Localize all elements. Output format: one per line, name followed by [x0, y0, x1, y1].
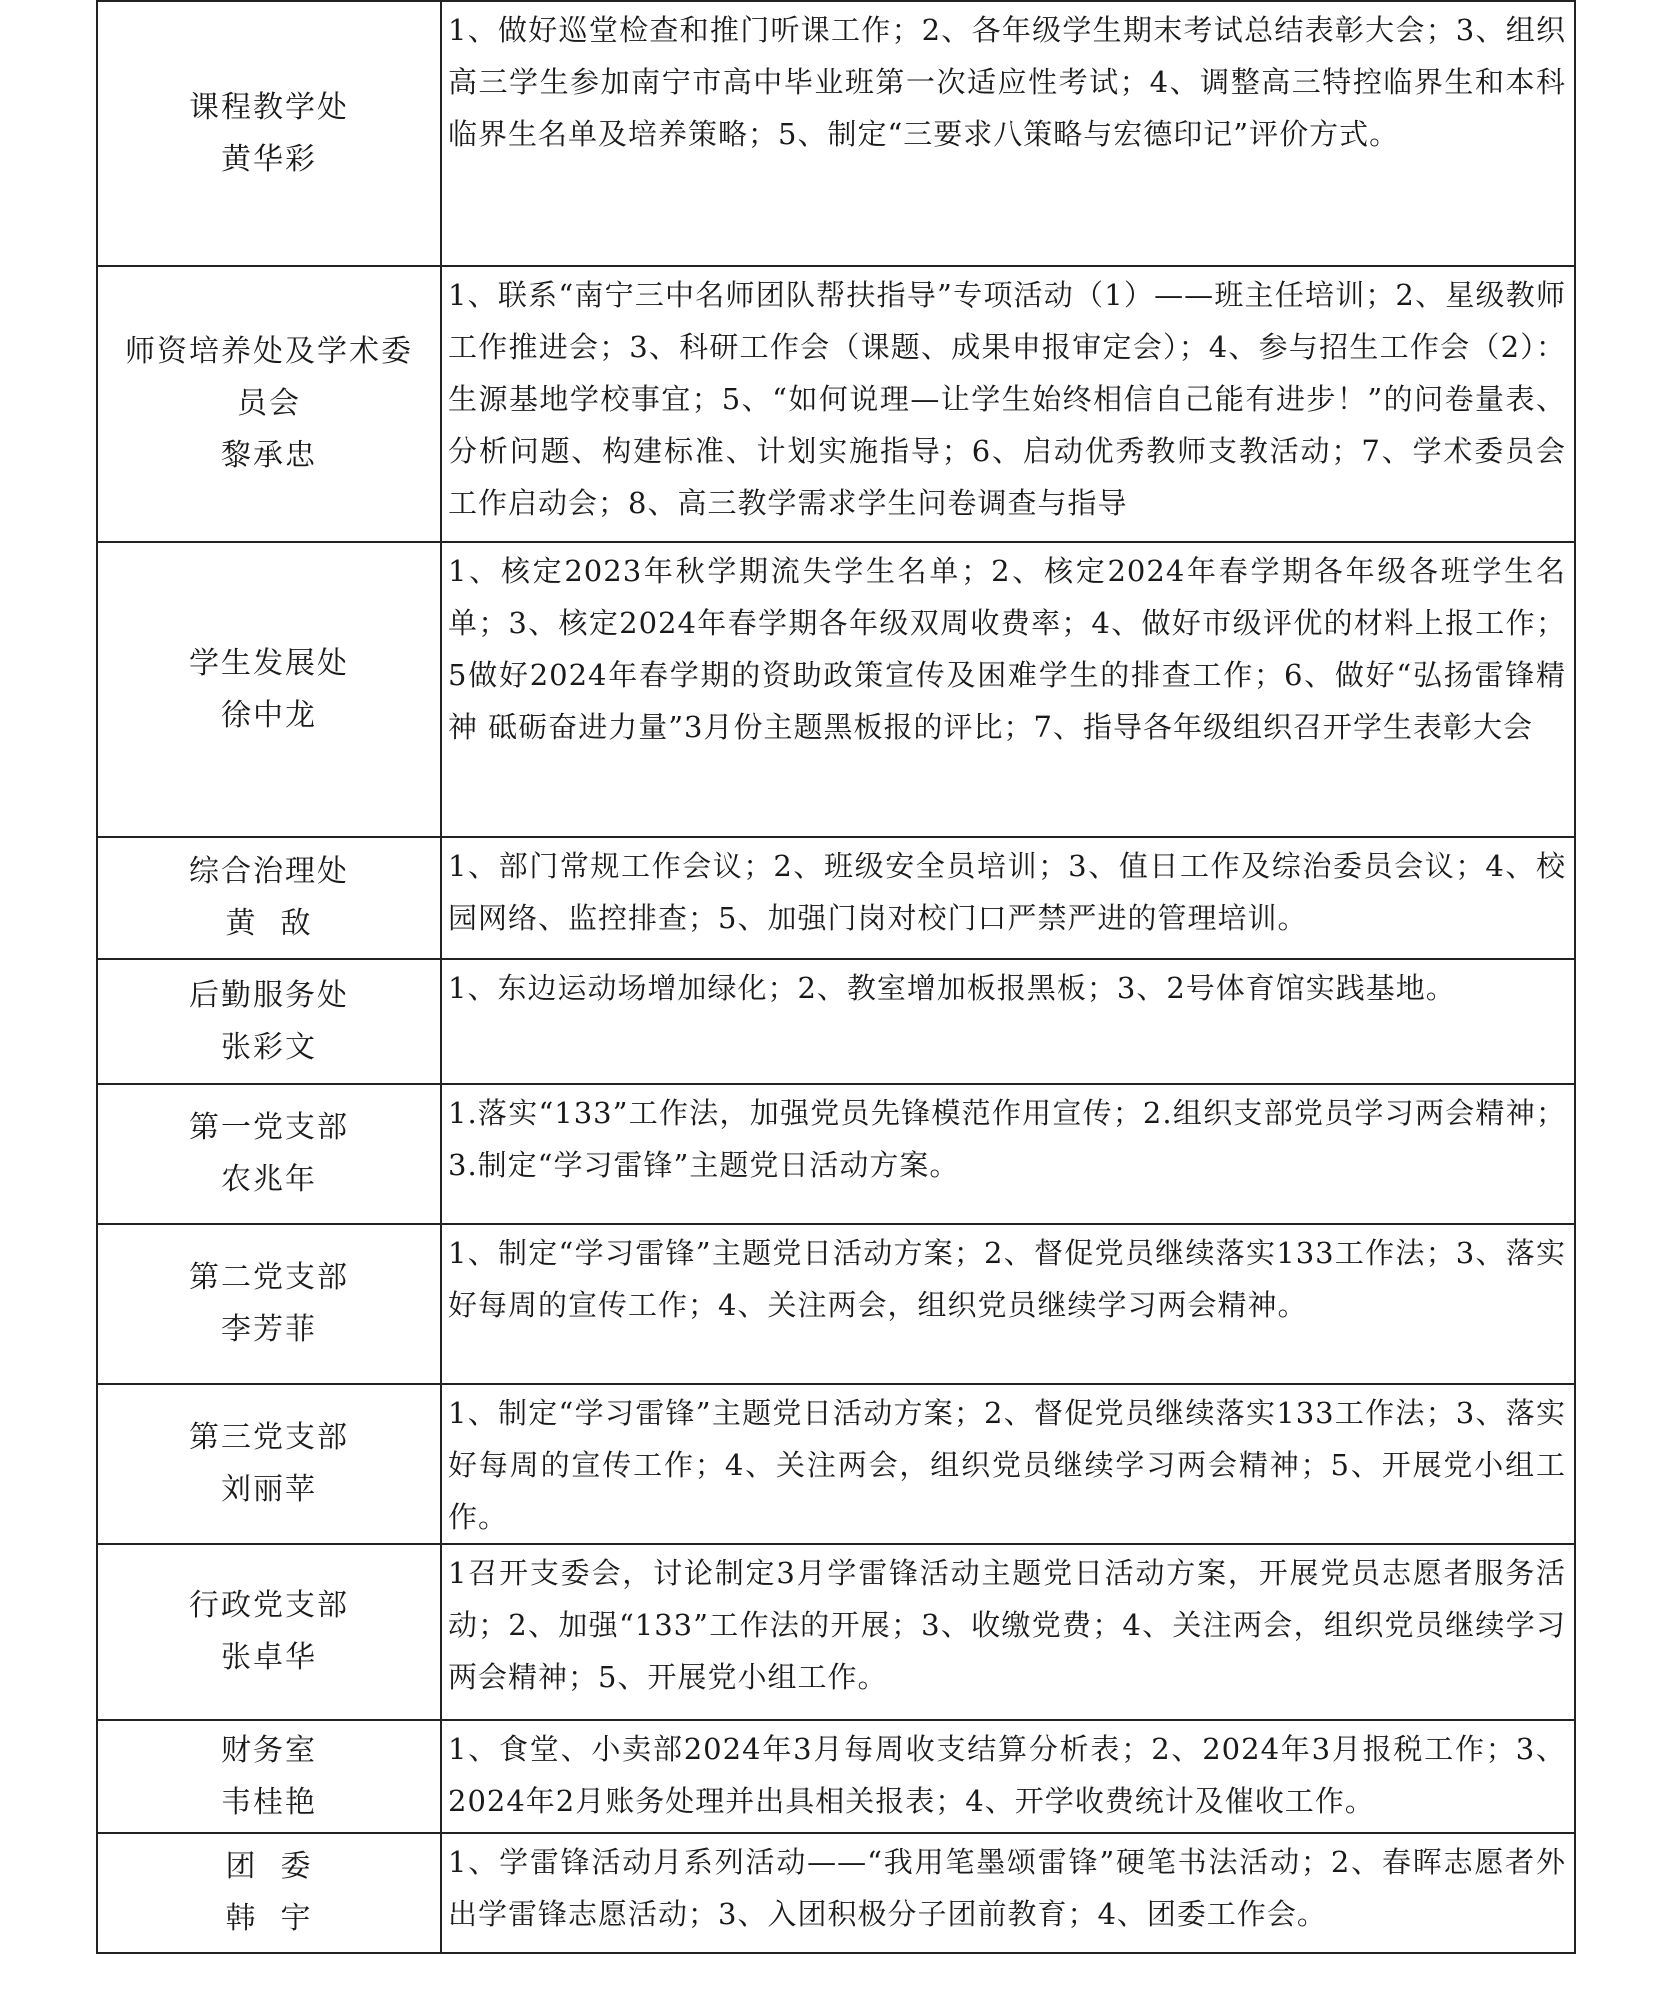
department-name: 第三党支部 — [189, 1420, 349, 1455]
table-row — [97, 1384, 1575, 1544]
person-name: 黄 敌 — [225, 906, 313, 941]
table-row — [97, 1720, 1575, 1833]
department-cell — [97, 959, 441, 1084]
table-row — [97, 1084, 1575, 1224]
task-cell — [441, 1544, 1575, 1720]
person-name: 徐中龙 — [221, 697, 317, 733]
task-cell — [441, 959, 1575, 1084]
department-name: 团 委 — [225, 1849, 313, 1884]
person-name: 张卓华 — [221, 1640, 317, 1675]
task-cell — [441, 837, 1575, 959]
task-text: 1召开支委会，讨论制定3月学雷锋活动主题党日活动方案，开展党员志愿者服务活动；2、加强“133”工作法的开展；3、收缴党费；4、关注两会，组织党员继续学习两会精神；5、开展党小组工作。 — [448, 1556, 1566, 1694]
person-name: 黎承忠 — [221, 438, 317, 473]
department-name: 第二党支部 — [189, 1260, 349, 1295]
department-name: 学生发展处 — [189, 645, 349, 681]
department-name: 综合治理处 — [189, 854, 349, 889]
table-row — [97, 1224, 1575, 1384]
task-cell — [441, 1833, 1575, 1953]
task-text: 1、制定“学习雷锋”主题党日活动方案；2、督促党员继续落实133工作法；3、落实好每周的宣传工作；4、关注两会，组织党员继续学习两会精神。 — [448, 1236, 1566, 1322]
task-text: 1.落实“133”工作法，加强党员先锋模范作用宣传；2.组织支部党员学习两会精神；3.制定“学习雷锋”主题党日活动方案。 — [448, 1096, 1566, 1182]
department-name: 行政党支部 — [189, 1588, 349, 1623]
person-name: 李芳菲 — [221, 1312, 317, 1347]
table-row — [97, 837, 1575, 959]
task-cell — [441, 1224, 1575, 1384]
task-cell — [441, 542, 1575, 837]
task-text: 1、制定“学习雷锋”主题党日活动方案；2、督促党员继续落实133工作法；3、落实好每周的宣传工作；4、关注两会，组织党员继续学习两会精神；5、开展党小组工作。 — [448, 1396, 1566, 1534]
table-row — [97, 266, 1575, 542]
department-cell — [97, 1, 441, 266]
task-text: 1、联系“南宁三中名师团队帮扶指导”专项活动（1）——班主任培训；2、星级教师工作推进会；3、科研工作会（课题、成果申报审定会）；4、参与招生工作会（2）：生源基地学校事宜；5、“如何说理—让学生始终相信自己能有进步！”的问卷量表、分析问题、构建标准、计划实施指导；6、启动优秀教师支教活动；7、学术委员会工作启动会；8、高三教学需求学生问卷调查与指导 — [448, 278, 1566, 520]
department-name: 财务室 — [221, 1732, 317, 1768]
task-text: 1、学雷锋活动月系列活动——“我用笔墨颂雷锋”硬笔书法活动；2、春晖志愿者外出学雷锋志愿活动；3、入团积极分子团前教育；4、团委工作会。 — [448, 1845, 1566, 1931]
department-name: 第一党支部 — [189, 1110, 349, 1145]
task-cell — [441, 1, 1575, 266]
table-row — [97, 1, 1575, 266]
department-cell — [97, 1833, 441, 1953]
table-row — [97, 1544, 1575, 1720]
department-name-cont: 员会 — [237, 386, 301, 421]
table-row — [97, 1833, 1575, 1953]
department-cell — [97, 266, 441, 542]
table-row — [97, 542, 1575, 837]
department-cell — [97, 1084, 441, 1224]
task-text: 1、核定2023年秋学期流失学生名单；2、核定2024年春学期各年级各班学生名单；3、核定2024年春学期各年级双周收费率；4、做好市级评优的材料上报工作；5做好2024年春学期的资助政策宣传及困难学生的排查工作；6、做好“弘扬雷锋精神 砥砺奋进力量”3月份主题黑板报的评比；7、指导各年级组织召开学生表彰大会 — [448, 554, 1566, 744]
task-cell — [441, 1384, 1575, 1544]
person-name: 张彩文 — [221, 1029, 317, 1065]
task-text: 1、东边运动场增加绿化；2、教室增加板报黑板；3、2号体育馆实践基地。 — [448, 971, 1456, 1005]
task-cell — [441, 266, 1575, 542]
department-name: 课程教学处 — [189, 89, 349, 125]
department-cell — [97, 1384, 441, 1544]
person-name: 韦桂艳 — [221, 1784, 317, 1820]
task-cell — [441, 1720, 1575, 1833]
task-cell — [441, 1084, 1575, 1224]
task-text: 1、食堂、小卖部2024年3月每周收支结算分析表；2、2024年3月报税工作；3、2024年2月账务处理并出具相关报表；4、开学收费统计及催收工作。 — [448, 1732, 1566, 1818]
person-name: 韩 宇 — [225, 1901, 313, 1936]
person-name: 黄华彩 — [221, 141, 317, 177]
table-row — [97, 959, 1575, 1084]
department-cell — [97, 1544, 441, 1720]
department-name: 师资培养处及学术委 — [125, 334, 413, 369]
work-plan-table — [96, 0, 1576, 1954]
department-cell — [97, 542, 441, 837]
person-name: 农兆年 — [221, 1162, 317, 1197]
department-cell — [97, 1720, 441, 1833]
department-cell — [97, 837, 441, 959]
department-name: 后勤服务处 — [189, 977, 349, 1013]
task-text: 1、做好巡堂检查和推门听课工作；2、各年级学生期末考试总结表彰大会；3、组织高三学生参加南宁市高中毕业班第一次适应性考试；4、调整高三特控临界生和本科临界生名单及培养策略；5、制定“三要求八策略与宏德印记”评价方式。 — [448, 13, 1566, 151]
department-cell — [97, 1224, 441, 1384]
task-text: 1、部门常规工作会议；2、班级安全员培训；3、值日工作及综治委员会议；4、校园网络、监控排查；5、加强门岗对校门口严禁严进的管理培训。 — [448, 849, 1566, 935]
person-name: 刘丽苹 — [221, 1472, 317, 1507]
